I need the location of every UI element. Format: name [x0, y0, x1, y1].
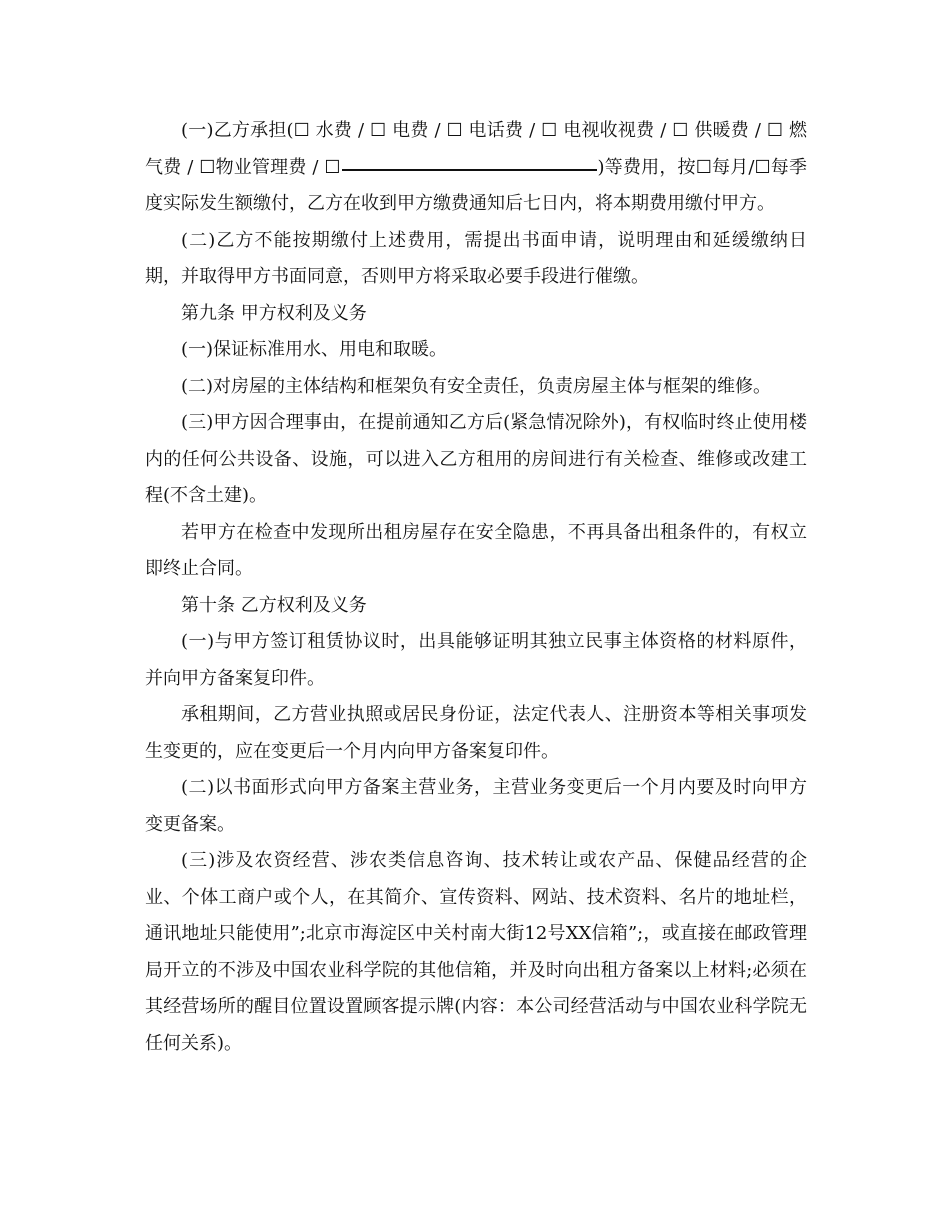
paragraph-change-filing: 承租期间，乙方营业执照或居民身份证，法定代表人、注册资本等相关事项发生变更的，应在变更后一个月内向甲方备案复印件。 — [145, 704, 807, 762]
paragraph-structure-responsibility: (二)对房屋的主体结构和框架负有安全责任，负责房屋主体与框架的维修。 — [181, 375, 772, 397]
paragraph-qualification-docs: (一)与甲方签订租赁协议时，出具能够证明其独立民事主体资格的材料原件，并向甲方备案复印件。 — [145, 631, 807, 689]
paragraph-facility-suspension: (三)甲方因合理事由，在提前通知乙方后(紧急情况除外)，有权临时终止使用楼内的任何公共设备、设施，可以进入乙方租用的房间进行有关检查、维修或改建工程(不含土建)。 — [145, 412, 807, 506]
paragraph-text-part-1: (一)乙方承担(☐ 水费 / ☐ 电费 / ☐ 电话费 / ☐ 电视收视费 / ☐ 供暖费 / ☐ 燃气费 / ☐物业管理费 / ☐ — [145, 120, 807, 178]
paragraph-safety-termination: 若甲方在检查中发现所出租房屋存在安全隐患，不再具备出租条件的，有权立即终止合同。 — [145, 521, 807, 579]
paragraph-agricultural-business: (三)涉及农资经营、涉农类信息咨询、技术转让或农产品、保健品经营的企业、个体工商户或个人，在其简介、宣传资料、网站、技术资料、名片的地址栏，通讯地址只能使用”;北京市海淀区中关村南大街12号XX信箱”;，或直接在邮政管理局开立的不涉及中国农业科学院的其他信箱，并及时向出租方备案以上材料;必须在其经营场所的醒目位置设置顾客提示牌(内容：本公司经营活动与中国农业科学院无任何关系)。 — [145, 850, 807, 1054]
fill-in-blank — [342, 167, 597, 171]
paragraph-text-part-2: )等费用，按☐每月/☐每季度实际发生额缴付，乙方在收到甲方缴费通知后七日内，将本期费用缴付甲方。 — [145, 156, 807, 214]
paragraph-utilities-guarantee: (一)保证标准用水、用电和取暖。 — [181, 339, 448, 360]
paragraph-utility-fees — [145, 113, 807, 223]
document-body — [145, 113, 807, 1062]
paragraph-late-payment: (二)乙方不能按期缴付上述费用，需提出书面申请，说明理由和延缓缴纳日期，并取得甲方书面同意，否则甲方将采取必要手段进行催缴。 — [145, 229, 807, 287]
paragraph-business-filing: (二)以书面形式向甲方备案主营业务，主营业务变更后一个月内要及时向甲方变更备案。 — [145, 777, 807, 835]
article-9-heading: 第九条 甲方权利及义务 — [181, 302, 367, 324]
article-10-heading: 第十条 乙方权利及义务 — [181, 594, 367, 616]
